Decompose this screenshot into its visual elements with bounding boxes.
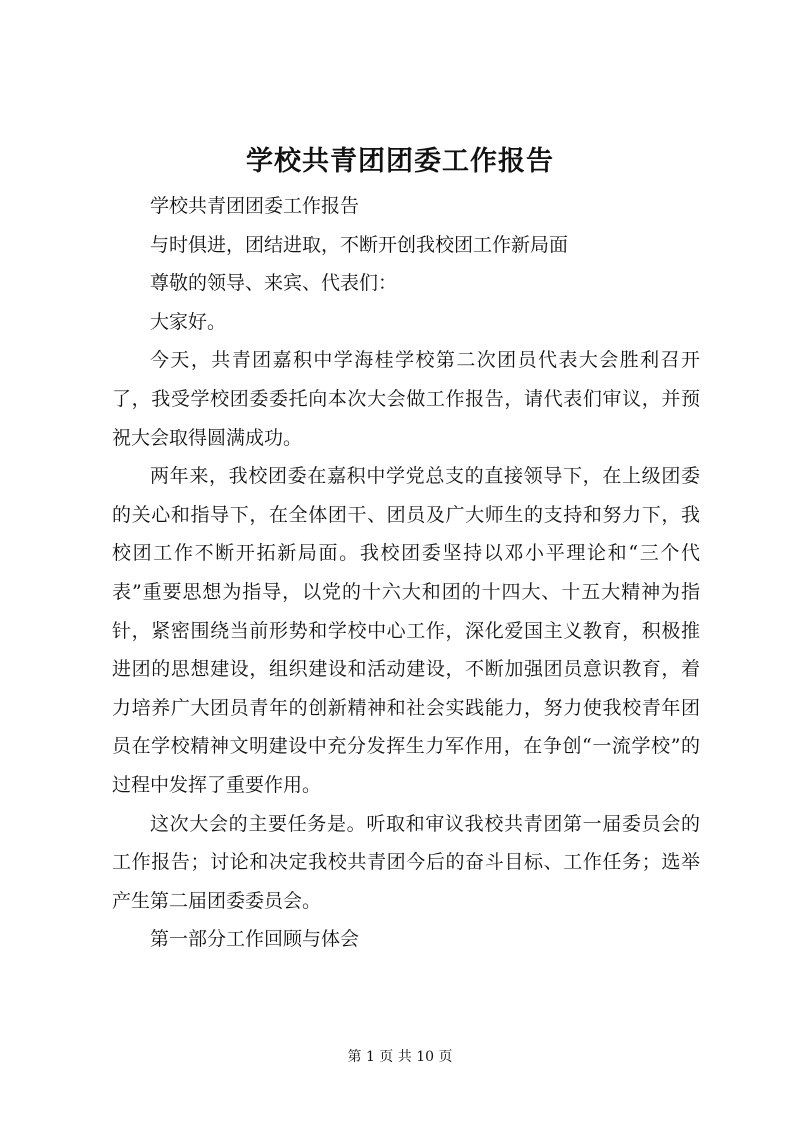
document-title: 学校共青团团委工作报告	[246, 146, 554, 177]
page-footer	[0, 1047, 800, 1067]
document-body	[112, 187, 700, 959]
section-heading: 第一部分工作回顾与体会	[150, 928, 360, 951]
body-paragraph: 这次大会的主要任务是。听取和审议我校共青团第一届委员会的工作报告；讨论和决定我校共青团今后的奋斗目标、工作任务；选举产生第二届团委委员会。	[112, 812, 700, 912]
theme-line: 与时俱进，团结进取，不断开创我校团工作新局面	[150, 233, 569, 256]
salutation: 尊敬的领导、来宾、代表们：	[150, 272, 398, 295]
body-paragraph: 今天，共青团嘉积中学海桂学校第二次团员代表大会胜利召开了，我受学校团委委托向本次大会做工作报告，请代表们审议，并预祝大会取得圆满成功。	[112, 349, 700, 449]
subtitle-line: 学校共青团团委工作报告	[150, 195, 360, 217]
body-paragraph: 两年来，我校团委在嘉积中学党总支的直接领导下，在上级团委的关心和指导下，在全体团干、团员及广大师生的支持和努力下，我校团工作不断开拓新局面。我校团委坚持以邓小平理论和“三个代表”重要思想为指导，以党的十六大和团的十四大、十五大精神为指针，紧密围绕当前形势和学校中心工作，深化爱国主义教育，积极推进团的思想建设，组织建设和活动建设，不断加强团员意识教育，着力培养广大团员青年的创新精神和社会实践能力，努力使我校青年团员在学校精神文明建设中充分发挥生力军作用，在争创“一流学校”的过程中发挥了重要作用。	[112, 465, 700, 796]
page-indicator: 第 1 页 共 10 页	[347, 1049, 453, 1065]
greeting: 大家好。	[150, 310, 227, 333]
